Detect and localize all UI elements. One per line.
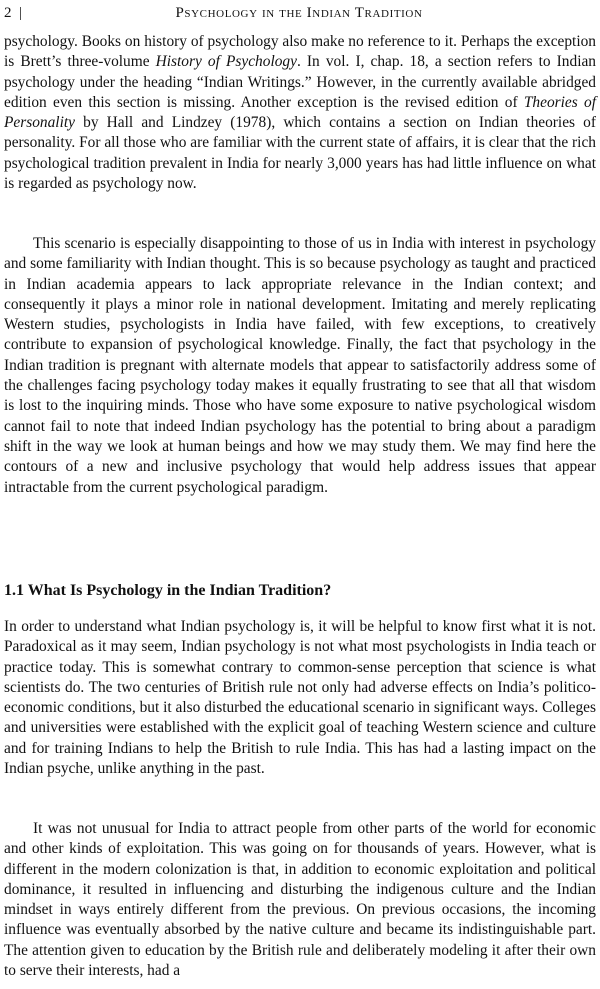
paragraph-1-text-a: psychology. Books on history of psychology also make no reference to it. Perhaps the exception is Brett’s three-volume	[4, 33, 596, 71]
paragraph-1-text-b: . In vol. I, chap. 18, a section refers to Indian psychology under the heading “Indian Writings.” However, in the currently available abridged edition even this section is missing. Another exception is the revised edition of	[4, 53, 596, 111]
paragraph-1	[4, 32, 596, 194]
paragraph-1-text-c: by Hall and Lindzey (1978), which contains a section on Indian theories of personality. For all those who are familiar with the current state of affairs, it is clear that the rich psychological tradition prevalent in India for nearly 3,000 years has had little influence on what is regarded as psychology now.	[4, 114, 596, 193]
paragraph-3-text: In order to understand what Indian psychology is, it will be helpful to know first what it is not. Paradoxical as it may seem, Indian psychology is not what most psychologists in India teach or practice today. This is somewhat contrary to common-sense perception that science is what scientists do. The two centuries of British rule not only had adverse effects on India’s politico-economic conditions, but it also disturbed the educational scenario in significant ways. Colleges and universities were established with the explicit goal of teaching Western science and culture and for training Indians to help the British to rule India. This has had a lasting impact on the Indian psyche, unlike anything in the past.	[4, 618, 596, 778]
paragraph-4	[4, 819, 596, 981]
book-title-history-of-psychology: History of Psychology	[155, 53, 297, 71]
section-heading: 1.1 What Is Psychology in the Indian Tradition?	[4, 582, 332, 599]
paragraph-3	[4, 617, 596, 779]
running-title: Psychology in the Indian Tradition	[175, 5, 423, 21]
running-header	[4, 3, 594, 23]
paragraph-4-text: It was not unusual for India to attract people from other parts of the world for economic and other kinds of exploitation. This was going on for thousands of years. However, what is different in the modern colonization is that, in addition to economic exploitation and political dominance, it resulted in influencing and disturbing the indigenous culture and the Indian mindset in ways entirely different from the previous. On previous occasions, the incoming influence was eventually absorbed by the native culture and became its indistinguishable part. The attention given to education by the British rule and deliberately modeling it after their own to serve their interests, had a	[4, 820, 596, 980]
paragraph-2	[4, 234, 596, 498]
header-separator: |	[19, 5, 23, 21]
page-number: 2	[4, 5, 12, 21]
book-title-theories-of-personality: Theories of Personality	[4, 93, 596, 132]
paragraph-2-text: This scenario is especially disappointing to those of us in India with interest in psychology and some familiarity with Indian thought. This is so because psychology as taught and practiced in Indian academia appears to lack appropriate relevance in the Indian context; and consequently it plays a minor role in national development. Imitating and merely replicating Western studies, psychologists in India have failed, with few exceptions, to creatively contribute to expansion of psychological knowledge. Finally, the fact that psychology in the Indian tradition is pregnant with alternate models that appear to satisfactorily address some of the challenges facing psychology today makes it equally frustrating to see that all that wisdom is lost to the inquiring minds. Those who have some exposure to native psychological wisdom cannot fail to note that indeed Indian psychology has the potential to bring about a paradigm shift in the way we look at human beings and how we may study them. We may find here the contours of a new and inclusive psychology that would help address issues that appear intractable from the current psychological paradigm.	[4, 235, 596, 496]
